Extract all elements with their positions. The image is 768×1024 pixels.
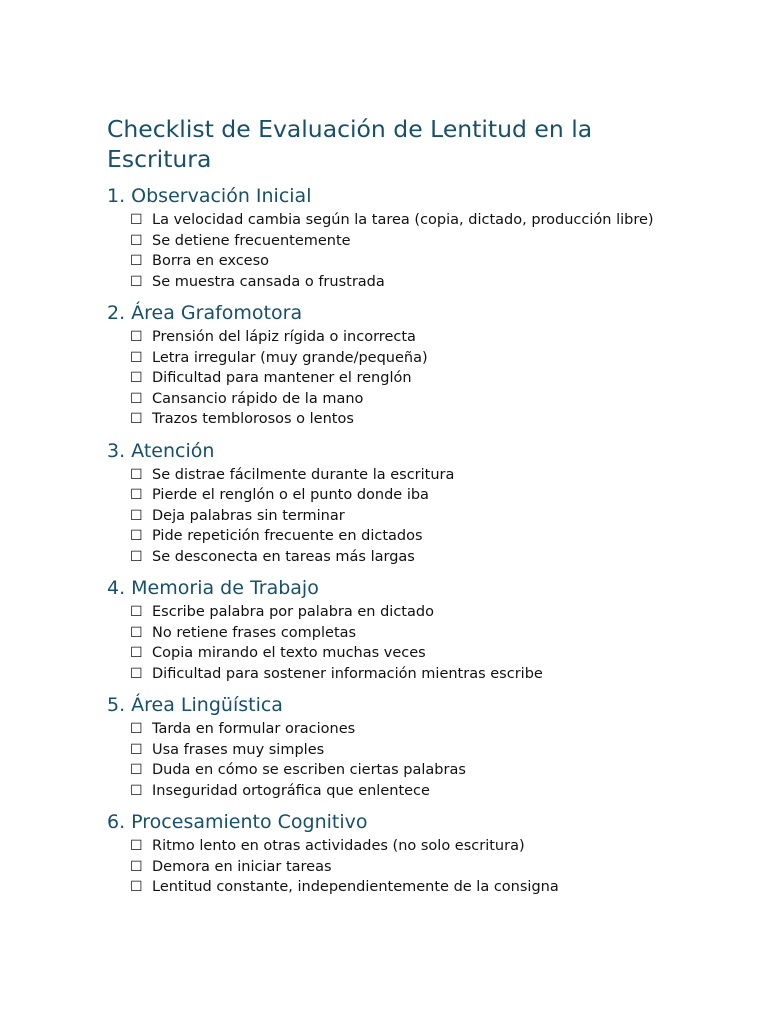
checklist-items <box>107 837 667 897</box>
checklist-item-text: Dificultad para mantener el renglón <box>152 370 412 386</box>
checklist-item-text: Se distrae fácilmente durante la escritura <box>152 466 455 483</box>
checklist-item-text: Inseguridad ortográfica que enlentece <box>152 782 430 799</box>
checklist-item <box>130 782 667 801</box>
checklist-item <box>130 466 667 485</box>
checklist-item-text: Lentitud constante, independientemente de la consigna <box>152 879 559 895</box>
checkbox-icon[interactable]: ☐ <box>130 370 143 386</box>
checkbox-icon[interactable]: ☐ <box>130 782 143 799</box>
checklist-section <box>107 575 667 683</box>
checkbox-icon[interactable]: ☐ <box>130 466 143 483</box>
checklist-item-text: Copia mirando el texto muchas veces <box>152 645 426 661</box>
checkbox-icon[interactable]: ☐ <box>130 645 143 661</box>
checklist-item-text: La velocidad cambia según la tarea (copia, dictado, producción libre) <box>152 212 654 228</box>
section-heading: 4. Memoria de Trabajo <box>107 577 319 599</box>
checklist-section <box>107 438 667 567</box>
checklist-item <box>130 273 667 292</box>
checklist-item-text: Pierde el renglón o el punto donde iba <box>152 487 429 503</box>
checklist-item <box>130 252 667 271</box>
checkbox-icon[interactable]: ☐ <box>130 741 143 758</box>
checklist-sections <box>107 183 667 897</box>
checklist-item <box>130 741 667 760</box>
checklist-item-text: Tarda en formular oraciones <box>152 721 356 737</box>
checklist-item <box>130 507 667 526</box>
checklist-item <box>130 665 667 684</box>
section-heading: 5. Área Lingüística <box>107 694 283 716</box>
checklist-item-text: Letra irregular (muy grande/pequeña) <box>152 349 428 366</box>
checklist-item-text: Se detiene frecuentemente <box>152 232 351 249</box>
checkbox-icon[interactable]: ☐ <box>130 487 143 503</box>
checklist-item-text: Usa frases muy simples <box>152 741 325 758</box>
checklist-items <box>107 720 667 800</box>
section-heading: 6. Procesamiento Cognitivo <box>107 811 368 833</box>
checkbox-icon[interactable]: ☐ <box>130 212 143 228</box>
checklist-item <box>130 390 667 409</box>
checkbox-icon[interactable]: ☐ <box>130 858 143 875</box>
checklist-item-text: Dificultad para sostener información mientras escribe <box>152 665 543 682</box>
checklist-item <box>130 624 667 643</box>
checklist-item <box>130 720 667 739</box>
checklist-item <box>130 761 667 780</box>
checklist-item <box>130 369 667 388</box>
checklist-item <box>130 410 667 429</box>
checklist-item-text: Borra en exceso <box>152 253 270 269</box>
checklist-item-text: Prensión del lápiz rígida o incorrecta <box>152 329 416 345</box>
section-heading: 2. Área Grafomotora <box>107 302 303 324</box>
checklist-item-text: Ritmo lento en otras actividades (no solo escritura) <box>152 838 525 854</box>
checklist-item <box>130 527 667 546</box>
checklist-item <box>130 548 667 567</box>
checklist-section <box>107 183 667 291</box>
checkbox-icon[interactable]: ☐ <box>130 349 143 366</box>
checklist-items <box>107 466 667 567</box>
checkbox-icon[interactable]: ☐ <box>130 624 143 641</box>
document-title: Checklist de Evaluación de Lentitud en la Escritura <box>107 115 593 173</box>
checklist-item <box>130 486 667 505</box>
checkbox-icon[interactable]: ☐ <box>130 528 143 544</box>
section-heading: 3. Atención <box>107 439 215 462</box>
checklist-items <box>107 603 667 683</box>
checklist-item <box>130 603 667 622</box>
checklist-item <box>130 328 667 347</box>
checkbox-icon[interactable]: ☐ <box>130 838 143 854</box>
checklist-section <box>107 300 667 429</box>
checkbox-icon[interactable]: ☐ <box>130 879 143 895</box>
checkbox-icon[interactable]: ☐ <box>130 390 143 407</box>
checklist-item-text: Se muestra cansada o frustrada <box>152 273 385 290</box>
checklist-item-text: Escribe palabra por palabra en dictado <box>152 604 434 620</box>
checkbox-icon[interactable]: ☐ <box>130 604 143 620</box>
checklist-item-text: Se desconecta en tareas más largas <box>152 548 415 565</box>
checkbox-icon[interactable]: ☐ <box>130 232 143 249</box>
checkbox-icon[interactable]: ☐ <box>130 721 143 737</box>
checklist-item <box>130 837 667 856</box>
checklist-item <box>130 211 667 230</box>
checklist-item <box>130 644 667 663</box>
checklist-item <box>130 349 667 368</box>
checklist-item-text: Pide repetición frecuente en dictados <box>152 528 423 544</box>
checklist-item-text: Deja palabras sin terminar <box>152 507 345 524</box>
checklist-item-text: Trazos temblorosos o lentos <box>152 411 354 427</box>
checkbox-icon[interactable]: ☐ <box>130 273 143 290</box>
section-heading: 1. Observación Inicial <box>107 185 312 207</box>
checklist-item-text: No retiene frases completas <box>152 624 357 641</box>
checkbox-icon[interactable]: ☐ <box>130 411 143 427</box>
checkbox-icon[interactable]: ☐ <box>130 329 143 345</box>
checklist-section <box>107 692 667 800</box>
checkbox-icon[interactable]: ☐ <box>130 507 143 524</box>
document-page <box>107 114 667 899</box>
checklist-items <box>107 328 667 429</box>
checklist-items <box>107 211 667 291</box>
checklist-item-text: Duda en cómo se escriben ciertas palabras <box>152 762 466 778</box>
checklist-section <box>107 809 667 897</box>
checklist-item-text: Demora en iniciar tareas <box>152 858 332 875</box>
checkbox-icon[interactable]: ☐ <box>130 548 143 565</box>
checklist-item <box>130 878 667 897</box>
checklist-item <box>130 232 667 251</box>
checklist-item-text: Cansancio rápido de la mano <box>152 390 364 407</box>
checkbox-icon[interactable]: ☐ <box>130 665 143 682</box>
checkbox-icon[interactable]: ☐ <box>130 762 143 778</box>
checkbox-icon[interactable]: ☐ <box>130 253 143 269</box>
checklist-item <box>130 858 667 877</box>
